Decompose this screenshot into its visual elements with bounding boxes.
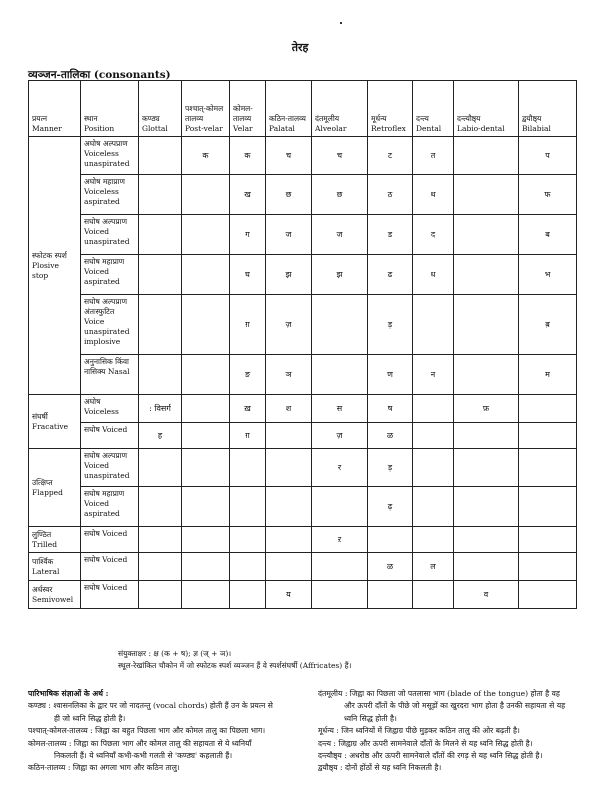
manner-cell — [29, 581, 81, 609]
glossary-entry — [28, 738, 316, 763]
glossary-entry — [318, 725, 580, 737]
column-header — [230, 81, 266, 137]
column-header-hi: कोमल-तालव्य — [233, 104, 253, 123]
phoneme-cell — [368, 581, 413, 609]
phoneme-cell — [413, 487, 454, 527]
phoneme-cell — [182, 449, 230, 487]
phoneme-cell: ग — [230, 215, 266, 255]
phoneme-cell — [519, 423, 577, 449]
glossary-entry — [28, 762, 316, 774]
table-row — [29, 255, 577, 295]
column-header-en: Palatal — [269, 124, 295, 133]
phoneme-cell: ख — [230, 175, 266, 215]
phoneme-cell: व — [454, 581, 519, 609]
phoneme-cell: झ — [312, 255, 368, 295]
glossary-entry — [28, 700, 316, 725]
table-row — [29, 423, 577, 449]
phoneme-cell — [454, 215, 519, 255]
glossary-text: कोमल-तालव्य : जिह्वा का पिछला भाग और कोमल तालु की सहायता से ये ध्वनियाँ — [28, 738, 252, 748]
phoneme-cell — [413, 527, 454, 553]
column-header-hi: दन्त्य — [416, 114, 429, 123]
phoneme-cell — [454, 449, 519, 487]
phoneme-cell — [182, 553, 230, 581]
column-header — [454, 81, 519, 137]
column-header — [266, 81, 312, 137]
phoneme-cell: ड — [368, 215, 413, 255]
phoneme-cell: ज — [266, 215, 312, 255]
glossary-text: दन्त्य : जिह्वाग्र और ऊपरी सामनेवाले दाँतों के मिलने से यह ध्वनि सिद्ध होती है। — [318, 738, 533, 748]
column-header-hi: दंतमूलीय — [315, 114, 340, 123]
column-header — [139, 81, 182, 137]
table-row — [29, 295, 577, 355]
phoneme-cell — [413, 449, 454, 487]
phoneme-cell: ङ — [230, 355, 266, 395]
glossary-text-cont: निकलती हैं। ये ध्वनियाँ कभी-कभी गलती से 'कण्ठ्य' कहलाती हैं। — [54, 751, 233, 761]
phoneme-cell: ज — [312, 215, 368, 255]
consonant-table — [28, 80, 577, 609]
phoneme-cell — [454, 487, 519, 527]
phoneme-cell: ल — [413, 553, 454, 581]
phoneme-cell — [312, 355, 368, 395]
phoneme-cell — [139, 215, 182, 255]
phoneme-cell — [139, 137, 182, 175]
table-row — [29, 581, 577, 609]
position-cell: अनुनासिक किंवा नासिक्य Nasal — [81, 355, 139, 395]
manner-en: Plosive stop — [32, 260, 59, 280]
phoneme-cell: ह — [139, 423, 182, 449]
phoneme-cell: ब — [519, 215, 577, 255]
phoneme-cell — [413, 581, 454, 609]
glossary-entry — [318, 738, 580, 750]
phoneme-cell: ग़ — [230, 295, 266, 355]
manner-cell — [29, 527, 81, 553]
phoneme-cell — [182, 423, 230, 449]
phoneme-cell — [519, 487, 577, 527]
table-title: व्यञ्जन-तालिका (consonants) — [28, 69, 171, 81]
phoneme-cell: ळ — [368, 423, 413, 449]
phoneme-cell — [230, 487, 266, 527]
phoneme-cell: त — [413, 137, 454, 175]
phoneme-cell: प — [519, 137, 577, 175]
phoneme-cell — [266, 553, 312, 581]
phoneme-cell — [519, 553, 577, 581]
phoneme-cell — [230, 527, 266, 553]
position-header-en: Position — [84, 124, 115, 133]
table-row — [29, 449, 577, 487]
phoneme-cell: फ़ — [454, 395, 519, 423]
manner-en: Fracative — [32, 421, 69, 431]
phoneme-cell — [454, 527, 519, 553]
column-header-en: Glottal — [142, 124, 168, 133]
header-row — [29, 81, 577, 137]
manner-hi: स्फोटक स्पर्श — [32, 250, 67, 260]
phoneme-cell: भ — [519, 255, 577, 295]
phoneme-cell — [182, 295, 230, 355]
manner-hi: उत्क्षिप्त — [32, 477, 53, 487]
table-row — [29, 553, 577, 581]
phoneme-cell — [139, 527, 182, 553]
glossary-text-cont: और ऊपरी दाँतों के पीछे जो मसूड़ों का खुरदरा भाग होता है उनकी सहायता से यह ध्वनि सिद्ध होती है। — [344, 701, 566, 723]
phoneme-cell — [230, 449, 266, 487]
phoneme-cell — [519, 527, 577, 553]
phoneme-cell — [139, 295, 182, 355]
phoneme-cell: न — [413, 355, 454, 395]
phoneme-cell — [182, 487, 230, 527]
glossary-text: कठिन-तालव्य : जिह्वा का अगला भाग और कठिन तालु। — [28, 763, 180, 773]
position-header — [81, 81, 139, 137]
phoneme-cell — [266, 449, 312, 487]
phoneme-cell: ड़ — [368, 449, 413, 487]
phoneme-cell: ञ — [266, 355, 312, 395]
manner-cell — [29, 553, 81, 581]
phoneme-cell: च — [266, 137, 312, 175]
glossary-text-cont: ही जो ध्वनि सिद्ध होती है। — [54, 713, 126, 723]
glossary-text: दंतमूलीय : जिह्वा का पिछला जो पतलासा भाग (blade of the tongue) होता है वह — [318, 689, 560, 698]
phoneme-cell: फ — [519, 175, 577, 215]
phoneme-cell — [139, 553, 182, 581]
phoneme-cell: झ — [266, 255, 312, 295]
glossary-text: दन्त्यौष्ठ्य : अधरोष्ठ और ऊपरी सामनेवाले दाँतों की रगड़ से यह ध्वनि सिद्ध होती है। — [318, 751, 543, 761]
page-title: तेरह — [291, 41, 309, 54]
position-cell: सघोष Voiced — [81, 581, 139, 609]
phoneme-cell: ट — [368, 137, 413, 175]
phoneme-cell: द — [413, 215, 454, 255]
phoneme-cell — [266, 423, 312, 449]
phoneme-cell — [312, 295, 368, 355]
position-cell: सघोष Voiced — [81, 423, 139, 449]
phoneme-cell: ध — [413, 255, 454, 295]
column-header — [368, 81, 413, 137]
column-header-en: Dental — [416, 124, 442, 133]
phoneme-cell: क — [182, 137, 230, 175]
phoneme-cell — [230, 553, 266, 581]
column-header-hi: कठिन-तालव्य — [269, 114, 306, 123]
phoneme-cell — [266, 487, 312, 527]
manner-header-hi: प्रयत्न — [32, 114, 48, 123]
position-cell: अघोष अल्पप्राण Voiceless unaspirated — [81, 137, 139, 175]
position-cell: सघोष Voiced — [81, 527, 139, 553]
phoneme-cell — [454, 295, 519, 355]
footnote-compound: संयुक्ताक्षर : क्ष (क + ष); ज्ञ (ज् + ञ)। — [118, 649, 232, 658]
column-header — [519, 81, 577, 137]
phoneme-cell: घ — [230, 255, 266, 295]
phoneme-cell — [454, 175, 519, 215]
glossary-entry — [28, 725, 316, 737]
position-cell: सघोष अल्पप्राण अंतःस्फुटित Voice unaspirated implosive — [81, 295, 139, 355]
column-header-hi: दन्त्यौष्ठ्य — [457, 114, 481, 123]
table-row — [29, 137, 577, 175]
phoneme-cell — [454, 255, 519, 295]
glossary-text: पश्चात्-कोमल-तालव्य : जिह्वा का बहुत पिछला भाग और कोमल तालु का पिछला भाग। — [28, 726, 266, 736]
phoneme-cell — [139, 449, 182, 487]
column-header-en: Labio-dental — [457, 124, 505, 133]
glossary-right — [318, 688, 580, 775]
footnote-affricates: स्थूल-रेखांकित चौकोन में जो स्फोटक स्पर्श व्यञ्जन हैं वे स्पर्शसंघर्षी (Affricates) हैं। — [118, 661, 352, 670]
position-cell: अघोष महाप्राण Voiceless aspirated — [81, 175, 139, 215]
manner-cell — [29, 395, 81, 449]
column-header-en: Post-velar — [185, 124, 223, 133]
column-header-hi: पश्चात्-कोमल तालव्य — [185, 104, 224, 123]
glossary-entry — [318, 688, 580, 725]
phoneme-cell — [139, 487, 182, 527]
column-header-en: Retroflex — [371, 124, 406, 133]
table-row — [29, 215, 577, 255]
phoneme-cell: क — [230, 137, 266, 175]
manner-hi: लुण्ठित — [32, 529, 52, 539]
phoneme-cell — [312, 581, 368, 609]
manner-en: Trilled — [32, 539, 58, 549]
manner-cell — [29, 137, 81, 395]
glossary-text: द्वयौष्ठ्य : दोनों होंठों से यह ध्वनि निकलती है। — [318, 763, 442, 773]
glossary-entry — [318, 762, 580, 774]
glossary-heading: पारिभाषिक संज्ञाओं के अर्थ : — [28, 689, 109, 698]
manner-header-en: Manner — [32, 124, 62, 133]
column-header-en: Velar — [233, 124, 253, 133]
manner-hi: संघर्षी — [32, 411, 48, 421]
phoneme-cell — [182, 355, 230, 395]
phoneme-cell — [139, 255, 182, 295]
phoneme-cell — [454, 355, 519, 395]
column-header-en: Alveolar — [315, 124, 347, 133]
phoneme-cell: ब़ — [519, 295, 577, 355]
phoneme-cell — [413, 295, 454, 355]
phoneme-cell — [182, 255, 230, 295]
phoneme-cell: ण — [368, 355, 413, 395]
phoneme-cell — [230, 581, 266, 609]
phoneme-cell: ड़ — [368, 295, 413, 355]
print-speck — [340, 22, 342, 24]
column-header — [182, 81, 230, 137]
phoneme-cell: थ — [413, 175, 454, 215]
phoneme-cell: ख़ — [230, 395, 266, 423]
phoneme-cell: छ — [266, 175, 312, 215]
position-header-hi: स्थान — [84, 114, 98, 123]
table-row — [29, 175, 577, 215]
column-header — [312, 81, 368, 137]
phoneme-cell — [182, 395, 230, 423]
phoneme-cell — [182, 527, 230, 553]
phoneme-cell: ज़ — [312, 423, 368, 449]
phoneme-cell: ठ — [368, 175, 413, 215]
position-cell: सघोष महाप्राण Voiced aspirated — [81, 255, 139, 295]
glossary-text: मूर्धन्य : जिन ध्वनियों में जिह्वाग्र पीछे मुड़कर कठिन तालु की ओर बढ़ती है। — [318, 726, 520, 736]
glossary-left — [28, 688, 316, 775]
glossary-entry — [318, 750, 580, 762]
manner-cell — [29, 449, 81, 527]
phoneme-cell: म — [519, 355, 577, 395]
manner-hi: पार्श्विक — [32, 556, 54, 566]
phoneme-cell — [139, 175, 182, 215]
phoneme-cell: ज़ — [266, 295, 312, 355]
manner-hi: अर्धस्वर — [32, 584, 53, 594]
glossary-text: कण्ठ्य : श्वासनलिका के द्वार पर जो नादतन्तु (vocal chords) होती हैं उन के प्रयत्न से — [28, 701, 273, 711]
phoneme-cell: य — [266, 581, 312, 609]
phoneme-cell: च — [312, 137, 368, 175]
manner-en: Flapped — [32, 487, 63, 497]
phoneme-cell — [413, 423, 454, 449]
phoneme-cell — [413, 395, 454, 423]
manner-en: Semivowel — [32, 594, 74, 604]
position-cell: सघोष अल्पप्राण Voiced unaspirated — [81, 215, 139, 255]
phoneme-cell: ढ़ — [368, 487, 413, 527]
phoneme-cell: ळ — [368, 553, 413, 581]
position-cell: अघोष Voiceless — [81, 395, 139, 423]
phoneme-cell: ग़ — [230, 423, 266, 449]
phoneme-cell — [368, 527, 413, 553]
phoneme-cell: ष — [368, 395, 413, 423]
column-header-hi: द्वयौष्ठ्य — [522, 114, 542, 123]
position-cell: सघोष Voiced — [81, 553, 139, 581]
phoneme-cell — [182, 175, 230, 215]
phoneme-cell: छ — [312, 175, 368, 215]
phoneme-cell — [519, 449, 577, 487]
table-row — [29, 355, 577, 395]
manner-header — [29, 81, 81, 137]
manner-en: Lateral — [32, 566, 60, 576]
phoneme-cell: ढ — [368, 255, 413, 295]
column-header — [413, 81, 454, 137]
position-cell: सघोष अल्पप्राण Voiced unaspirated — [81, 449, 139, 487]
column-header-hi: कण्ठ्य — [142, 114, 160, 123]
phoneme-cell — [519, 395, 577, 423]
table-row — [29, 527, 577, 553]
phoneme-cell — [454, 423, 519, 449]
phoneme-cell — [312, 487, 368, 527]
column-header-en: Bilabial — [522, 124, 551, 133]
position-cell: सघोष महाप्राण Voiced aspirated — [81, 487, 139, 527]
phoneme-cell — [266, 527, 312, 553]
phoneme-cell — [182, 215, 230, 255]
phoneme-cell — [454, 553, 519, 581]
table-body — [29, 137, 577, 609]
phoneme-cell: श — [266, 395, 312, 423]
phoneme-cell — [139, 581, 182, 609]
phoneme-cell: स — [312, 395, 368, 423]
phoneme-cell: ऱ — [312, 527, 368, 553]
phoneme-cell — [182, 581, 230, 609]
phoneme-cell — [312, 553, 368, 581]
phoneme-cell — [519, 581, 577, 609]
table-row — [29, 395, 577, 423]
phoneme-cell: : विसर्ग — [139, 395, 182, 423]
table-row — [29, 487, 577, 527]
phoneme-cell — [454, 137, 519, 175]
phoneme-cell — [139, 355, 182, 395]
column-header-hi: मूर्धन्य — [371, 114, 387, 123]
phoneme-cell: र — [312, 449, 368, 487]
